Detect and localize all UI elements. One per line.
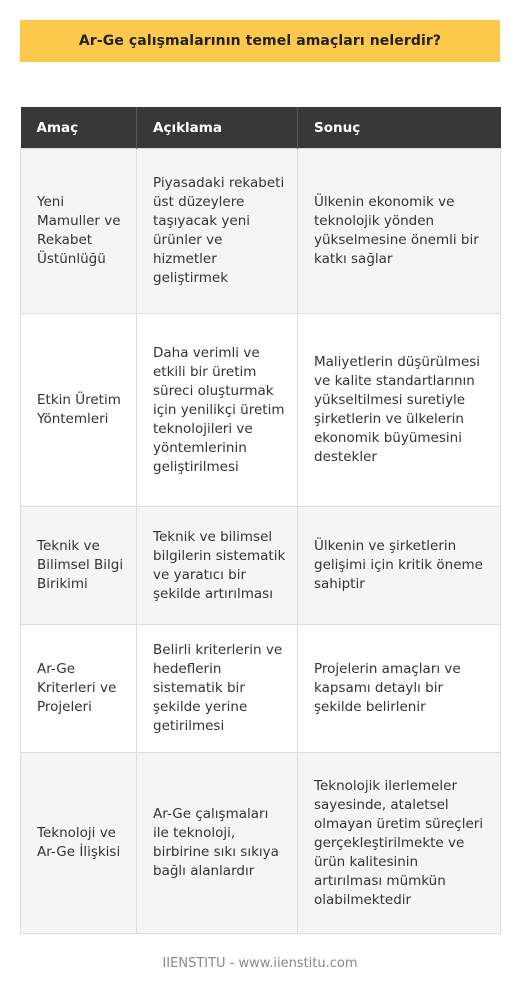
cell-amac: Yeni Mamuller ve Rekabet Üstünlüğü	[21, 149, 137, 314]
cell-sonuc: Ülkenin ve şirketlerin gelişimi için kritik öneme sahiptir	[298, 507, 501, 625]
table-row	[21, 314, 501, 507]
cell-sonuc: Maliyetlerin düşürülmesi ve kalite standartlarının yükseltilmesi suretiyle şirketlerin ve ülkelerin ekonomik büyümesini destekler	[298, 314, 501, 507]
cell-aciklama: Piyasadaki rekabeti üst düzeylere taşıyacak yeni ürünler ve hizmetler geliştirmek	[137, 149, 298, 314]
column-header-aciklama: Açıklama	[137, 107, 298, 149]
footer-credit: IIENSTITU - www.iienstitu.com	[162, 956, 358, 971]
column-header-amac: Amaç	[21, 107, 137, 149]
table-row	[21, 753, 501, 934]
cell-aciklama: Ar-Ge çalışmaları ile teknoloji, birbirine sıkı sıkıya bağlı alanlardır	[137, 753, 298, 934]
table-row	[21, 149, 501, 314]
page-title: Ar-Ge çalışmalarının temel amaçları nelerdir?	[78, 33, 442, 49]
cell-aciklama: Daha verimli ve etkili bir üretim süreci oluşturmak için yenilikçi üretim teknolojileri ve yöntemlerinin geliştirilmesi	[137, 314, 298, 507]
cell-aciklama: Teknik ve bilimsel bilgilerin sistematik ve yaratıcı bir şekilde artırılması	[137, 507, 298, 625]
cell-aciklama: Belirli kriterlerin ve hedeflerin sistematik bir şekilde yerine getirilmesi	[137, 625, 298, 753]
cell-amac: Ar-Ge Kriterleri ve Projeleri	[21, 625, 137, 753]
title-banner	[20, 20, 500, 62]
cell-amac: Etkin Üretim Yöntemleri	[21, 314, 137, 507]
objectives-table	[20, 107, 501, 934]
cell-sonuc: Teknolojik ilerlemeler sayesinde, ataletsel olmayan üretim süreçleri gerçekleştirilmekte ve ürün kalitesinin artırılması mümkün olabilmektedir	[298, 753, 501, 934]
cell-sonuc: Ülkenin ekonomik ve teknolojik yönden yükselmesine önemli bir katkı sağlar	[298, 149, 501, 314]
cell-sonuc: Projelerin amaçları ve kapsamı detaylı bir şekilde belirlenir	[298, 625, 501, 753]
table-row	[21, 507, 501, 625]
table-row	[21, 625, 501, 753]
cell-amac: Teknoloji ve Ar-Ge İlişkisi	[21, 753, 137, 934]
column-header-sonuc: Sonuç	[298, 107, 501, 149]
cell-amac: Teknik ve Bilimsel Bilgi Birikimi	[21, 507, 137, 625]
table-header-row	[21, 107, 501, 149]
